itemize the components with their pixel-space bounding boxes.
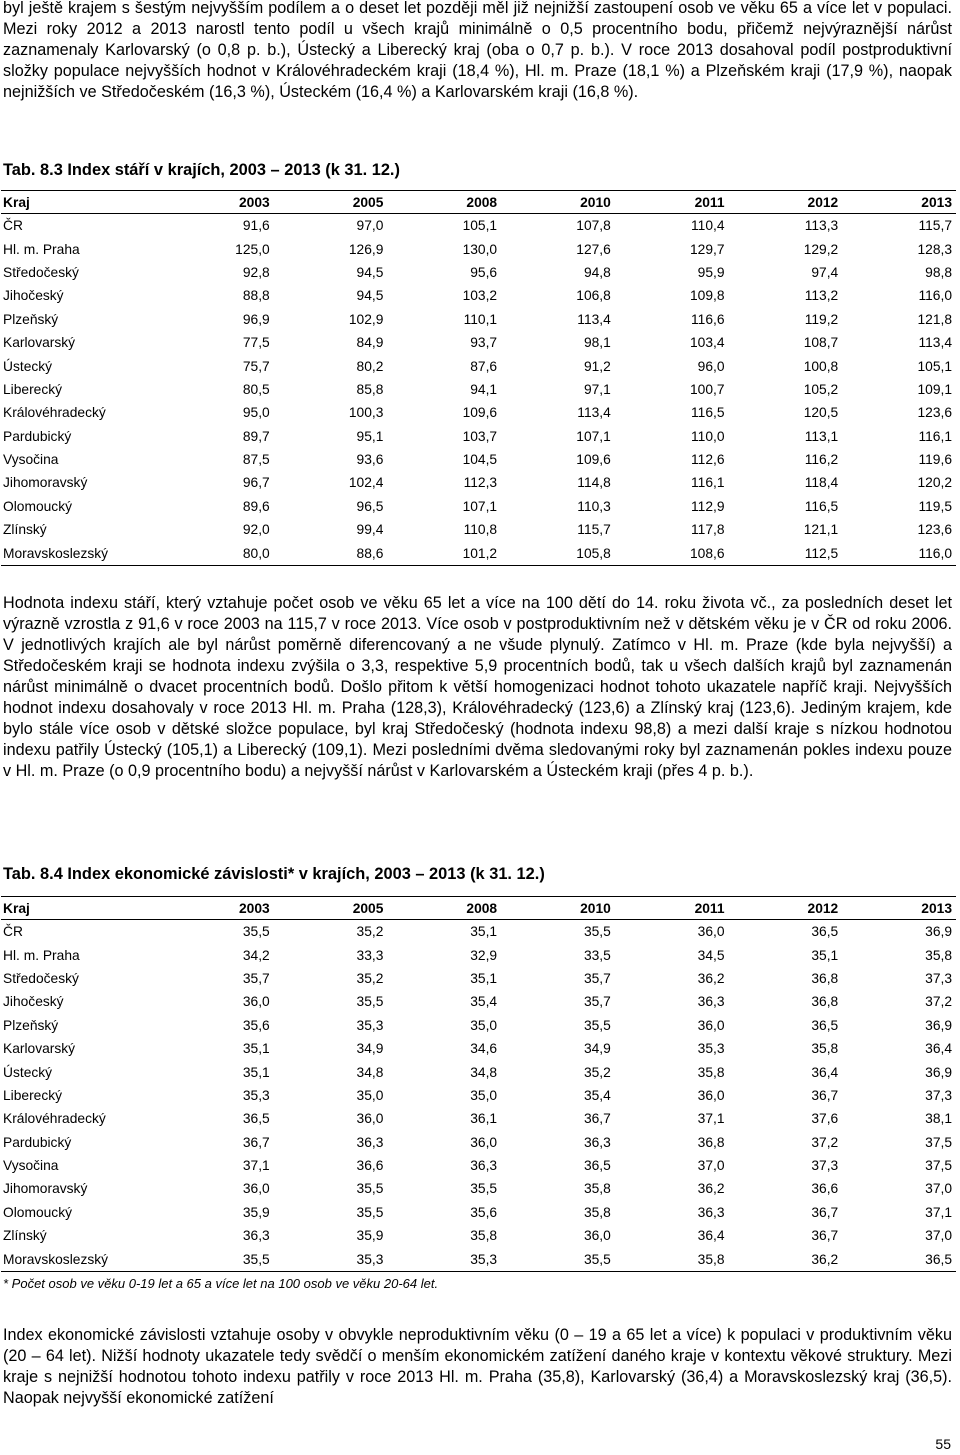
table-cell: 36,3 [583,1134,611,1150]
row-label: Liberecký [3,381,63,397]
table-cell: 36,0 [697,1017,725,1033]
table-cell: 105,8 [501,541,615,565]
table-cell: 36,2 [697,970,725,986]
table-cell: 113,1 [804,428,839,444]
table-cell: 35,5 [583,1017,611,1033]
table-cell: 87,5 [242,452,270,468]
table-cell: 36,5 [242,1111,270,1127]
row-label: Pardubický [3,1134,72,1150]
table-cell: 80,0 [160,541,274,565]
table-cell: 103,4 [689,335,725,351]
table-cell: 129,2 [803,241,839,257]
table-cell: 115,7 [577,522,611,538]
table-row [1,237,956,260]
table-cell: 35,7 [583,994,611,1010]
table-row [1,1131,956,1154]
table-cell: 117,8 [691,522,725,538]
table-cell: 109,8 [689,288,725,304]
table-cell: 37,2 [925,994,952,1010]
table-cell: 35,4 [583,1087,611,1103]
table-row [1,990,956,1013]
table-cell: 108,7 [803,335,839,351]
table-cell: 123,6 [917,522,952,538]
row-label: Královéhradecký [3,405,106,421]
table-cell: 116,1 [918,428,952,444]
table-cell: 35,5 [583,924,611,940]
table-cell: 37,0 [925,1181,952,1197]
table-cell: 34,6 [470,1041,498,1057]
table-cell: 130,0 [462,241,498,257]
table-cell: 36,5 [811,1017,839,1033]
table-cell: 37,2 [811,1134,839,1150]
table-cell: 93,7 [470,335,498,351]
table-row [1,495,956,518]
table-cell: 113,4 [577,311,611,327]
table-cell: 35,1 [242,1064,270,1080]
table-cell: 88,6 [274,541,388,565]
table-cell: 35,0 [356,1087,384,1103]
table-cell: 105,1 [917,358,952,374]
table-cell: 36,0 [697,924,725,940]
table-cell: 36,3 [242,1228,270,1244]
table-cell: 109,6 [462,405,498,421]
table-cell: 97,0 [356,218,384,234]
table-cell: 110,4 [691,218,725,234]
table-cell: 84,9 [356,335,384,351]
table-cell: 36,1 [470,1111,498,1127]
table-cell: 36,0 [356,1111,384,1127]
table-cell: 35,2 [356,970,384,986]
table-cell: 96,7 [242,475,270,491]
table-row [1,401,956,424]
table-cell: 35,8 [615,1247,729,1271]
table-cell: 36,6 [811,1181,839,1197]
table-8-4-footnote: * Počet osob ve věku 0-19 let a 65 a více let na 100 osob ve věku 20-64 let. [3,1276,439,1291]
table-row [1,541,956,565]
row-label: Zlínský [3,1228,47,1244]
table-cell: 116,6 [691,311,725,327]
table-cell: 37,3 [925,1087,952,1103]
table-cell: 34,5 [697,947,725,963]
row-label: Ústecký [3,358,53,374]
table-row [1,1014,956,1037]
table-row [1,284,956,307]
table-cell: 116,5 [691,405,725,421]
table-cell: 98,8 [925,264,952,280]
row-label: Hl. m. Praha [3,947,80,963]
table-cell: 116,5 [804,498,839,514]
table-cell: 37,5 [925,1158,952,1174]
table-cell: 95,1 [356,428,384,444]
table-cell: 80,5 [242,381,270,397]
table-cell: 36,0 [697,1087,725,1103]
table-cell: 114,8 [577,475,611,491]
row-label: Karlovarský [3,335,76,351]
table-row [1,943,956,966]
table-cell: 104,5 [462,452,498,468]
table-cell: 110,0 [691,428,725,444]
table-header-row [1,897,956,920]
row-label: Jihočeský [3,994,64,1010]
table-8-4-index-ekonomicke-zavislosti [1,896,956,1272]
column-header-year: 2012 [729,191,843,214]
table-cell: 35,0 [470,1017,498,1033]
table-cell: 35,6 [242,1017,270,1033]
table-cell: 36,8 [697,1134,725,1150]
middle-paragraph: Hodnota indexu stáří, který vztahuje počet osob ve věku 65 let a více na 100 dětí do 14. roku života vč., za posledních deset let výrazně vzrostla z 91,6 v roce 2003 na 115,7 v roce 2013. Více osob v postproduktivním než v dětském věku je v ČR od roku 2006. V jednotlivých krajích ale byl nárůst poměrně diferencovaný a ne všude plynulý. Zatímco v Hl. m. Praze (kde byla nejvyšší) a Středočeském kraji se hodnota indexu zvýšila o 3,3, respektive 5,9 procentních bodů, tak u všech dalších krajů byl zaznamenán nárůst minimálně o dvacet procentních bodů. Došlo přitom k větší homogenizaci hodnot tohoto ukazatele napříč kraji. Nejvyšších hodnot indexu dosahovaly v roce 2013 Hl. m. Praha (128,3), Královéhradecký (123,6) a Zlínský kraj (123,6). Jediným krajem, kde bylo stále více osob v dětské složce populace, byl kraj Středočeský (hodnota indexu 98,8) a mezi další kraje s nízkou hodnotou indexu patřily Ústecký (105,1) a Liberecký (109,1). Mezi posledními dvěma sledovanými roky byl zaznamenán pokles indexu pouze v Hl. m. Praze (o 0,9 procentního bodu) a nejvyšší nárůst v Karlovarském a Ústeckém kraji (přes 4 p. b.). [3,594,952,780]
table-8-3-index-stari [1,190,956,566]
table-cell: 94,1 [470,381,498,397]
table-cell: 125,0 [235,241,270,257]
table-cell: 36,9 [925,1017,952,1033]
table-cell: 116,0 [918,288,952,304]
table-cell: 126,9 [348,241,384,257]
column-header-year: 2008 [387,191,501,214]
table-cell: 121,1 [803,522,839,538]
row-label: Plzeňský [3,311,59,327]
table-row [1,1224,956,1247]
table-cell: 35,5 [242,924,270,940]
table-cell: 37,1 [242,1158,270,1174]
table-cell: 109,1 [917,381,952,397]
table-cell: 110,3 [577,498,611,514]
table-cell: 128,3 [917,241,952,257]
table-cell: 37,1 [697,1111,725,1127]
table-cell: 36,3 [697,994,725,1010]
table-cell: 92,8 [242,264,270,280]
table-cell: 120,2 [917,475,952,491]
table-cell: 35,1 [811,947,839,963]
row-label: Ústecký [3,1064,53,1080]
table-cell: 34,8 [356,1064,384,1080]
table-cell: 112,3 [463,475,498,491]
table-cell: 35,8 [583,1204,611,1220]
row-label: Středočeský [3,264,79,280]
table-cell: 105,2 [803,381,839,397]
table-cell: 34,8 [470,1064,498,1080]
table-cell: 36,8 [811,994,839,1010]
table-row [1,471,956,494]
row-label: ČR [3,218,23,234]
table-row [1,425,956,448]
row-label: Olomoucký [3,498,73,514]
table-cell: 116,1 [691,475,725,491]
table-cell: 99,4 [356,522,384,538]
table-cell: 36,7 [242,1134,270,1150]
table-cell: 36,7 [583,1111,611,1127]
table-cell: 35,8 [583,1181,611,1197]
table-cell: 34,2 [242,947,270,963]
table-cell: 87,6 [470,358,498,374]
table-cell: 95,9 [697,264,725,280]
table-cell: 36,2 [729,1247,843,1271]
table-cell: 103,2 [462,288,498,304]
table-cell: 94,5 [356,288,384,304]
table-cell: 35,3 [274,1247,388,1271]
table-cell: 35,8 [925,947,952,963]
table-cell: 36,2 [697,1181,725,1197]
column-header-year: 2005 [274,191,388,214]
table-cell: 100,8 [803,358,839,374]
table-cell: 89,6 [242,498,270,514]
table-cell: 112,9 [691,498,725,514]
table-cell: 36,0 [470,1134,498,1150]
table-cell: 35,5 [160,1247,274,1271]
closing-paragraph: Index ekonomické závislosti vztahuje osoby v obvykle neproduktivním věku (0 – 19 a 65 let a více) k populaci v produktivním věku (20 – 64 let). Nižší hodnoty ukazatele tedy svědčí o menším ekonomickém zatížení daného kraje v kontextu věkové struktury. Mezi kraje s nejnižší hodnotou tohoto indexu patřily v roce 2013 Hl. m. Praha (35,8), Karlovarský (36,4) a Moravskoslezský kraj (36,5). Naopak nejvyšší ekonomické zatížení [3,1326,952,1407]
table-cell: 37,0 [697,1158,725,1174]
table-cell: 36,8 [811,970,839,986]
table-cell: 92,0 [242,522,270,538]
table-row [1,331,956,354]
table-cell: 36,4 [811,1064,839,1080]
table-cell: 119,5 [918,498,952,514]
table-cell: 94,5 [356,264,384,280]
row-label: Pardubický [3,428,72,444]
table-cell: 88,8 [242,288,270,304]
row-label: Zlínský [3,522,47,538]
table-cell: 35,1 [470,970,498,986]
row-label: Vysočina [3,452,59,468]
table-row [1,1201,956,1224]
table-cell: 35,0 [470,1087,498,1103]
table-cell: 33,3 [356,947,384,963]
table-cell: 35,5 [356,1181,384,1197]
table-8-4-caption: Tab. 8.4 Index ekonomické závislosti* v krajích, 2003 – 2013 (k 31. 12.) [3,865,545,883]
table-cell: 95,6 [470,264,498,280]
intro-paragraph: byl ještě krajem s šestým nejvyšším podílem a o deset let později měl již nejnižší zastoupení osob ve věku 65 a více let v populaci. Mezi roky 2012 a 2013 narostl tento podíl u všech krajů minimálně o 0,5 procentního bodu, přičemž nejvýraznější nárůst zaznamenaly Karlovarský (o 0,8 p. b.), Ústecký a Liberecký kraj (oba o 0,7 p. b.). V roce 2013 dosahoval podíl postproduktivní složky populace nejvyšších hodnot v Královéhradeckém kraji (18,4 %), Hl. m. Praze (18,1 %) a Plzeňském kraji (17,9 %), naopak nejnižších ve Středočeském (16,3 %), Ústeckém (16,4 %) a Karlovarském kraji (16,8 %). [3,0,952,101]
column-header-year: 2003 [160,191,274,214]
row-label: Moravskoslezský [1,1247,160,1271]
table-cell: 36,3 [697,1204,725,1220]
page-number: 55 [935,1436,951,1452]
table-cell: 35,8 [811,1041,839,1057]
table-cell: 35,5 [470,1181,498,1197]
table-cell: 36,0 [242,994,270,1010]
table-cell: 102,9 [348,311,384,327]
table-cell: 33,5 [583,947,611,963]
column-header-year: 2013 [842,897,956,920]
table-cell: 35,1 [242,1041,270,1057]
column-header-year: 2005 [274,897,388,920]
table-cell: 123,6 [917,405,952,421]
table-cell: 38,1 [925,1111,952,1127]
table-row [1,1084,956,1107]
table-cell: 35,6 [470,1204,498,1220]
table-cell: 35,9 [356,1228,384,1244]
table-cell: 36,7 [811,1087,839,1103]
table-cell: 116,0 [842,541,956,565]
table-cell: 100,3 [348,405,384,421]
table-cell: 32,9 [470,947,498,963]
table-cell: 113,3 [804,218,839,234]
table-cell: 35,3 [242,1087,270,1103]
table-row [1,920,956,944]
table-row [1,354,956,377]
table-cell: 77,5 [242,335,270,351]
table-row [1,214,956,238]
table-cell: 97,1 [583,381,611,397]
table-cell: 98,1 [583,335,611,351]
table-cell: 36,3 [470,1158,498,1174]
table-cell: 112,6 [691,452,725,468]
column-header-kraj: Kraj [1,191,160,214]
table-cell: 35,2 [356,924,384,940]
table-cell: 36,5 [811,924,839,940]
table-row [1,1177,956,1200]
column-header-year: 2008 [387,897,501,920]
table-cell: 96,5 [356,498,384,514]
table-cell: 35,9 [242,1204,270,1220]
row-label: Jihočeský [3,288,64,304]
table-cell: 96,0 [697,358,725,374]
table-cell: 129,7 [689,241,725,257]
table-row [1,967,956,990]
table-row [1,1154,956,1177]
table-cell: 36,5 [842,1247,956,1271]
table-cell: 36,3 [356,1134,384,1150]
table-cell: 36,9 [925,1064,952,1080]
table-cell: 112,5 [729,541,843,565]
table-cell: 36,6 [356,1158,384,1174]
table-cell: 91,6 [242,218,270,234]
table-header-row [1,191,956,214]
column-header-year: 2012 [729,897,843,920]
table-cell: 37,3 [811,1158,839,1174]
column-header-year: 2003 [160,897,274,920]
row-label: Středočeský [3,970,79,986]
table-row [1,378,956,401]
table-cell: 36,9 [925,924,952,940]
table-cell: 35,4 [470,994,498,1010]
table-cell: 36,0 [583,1228,611,1244]
row-label: Hl. m. Praha [3,241,80,257]
row-label: Olomoucký [3,1204,73,1220]
table-cell: 100,7 [689,381,725,397]
table-cell: 35,7 [242,970,270,986]
row-label: Liberecký [3,1087,63,1103]
table-cell: 35,5 [356,1204,384,1220]
table-row [1,1060,956,1083]
row-label: Plzeňský [3,1017,59,1033]
table-cell: 119,6 [918,452,952,468]
table-cell: 116,2 [804,452,839,468]
column-header-year: 2011 [615,897,729,920]
table-cell: 75,7 [242,358,270,374]
table-row [1,308,956,331]
row-label: Moravskoslezský [1,541,160,565]
table-cell: 35,8 [697,1064,725,1080]
table-cell: 102,4 [348,475,384,491]
column-header-year: 2011 [615,191,729,214]
column-header-year: 2010 [501,191,615,214]
table-cell: 35,3 [356,1017,384,1033]
table-cell: 35,3 [697,1041,725,1057]
table-cell: 93,6 [356,452,384,468]
table-cell: 113,4 [918,335,952,351]
table-cell: 37,6 [811,1111,839,1127]
table-cell: 113,2 [804,288,839,304]
table-cell: 36,7 [811,1228,839,1244]
table-cell: 36,7 [811,1204,839,1220]
table-row [1,1247,956,1271]
table-cell: 35,5 [356,994,384,1010]
table-cell: 105,1 [462,218,498,234]
table-cell: 34,9 [583,1041,611,1057]
table-cell: 35,5 [501,1247,615,1271]
table-cell: 109,6 [576,452,611,468]
table-cell: 101,2 [387,541,501,565]
table-cell: 37,1 [925,1204,952,1220]
table-row [1,1107,956,1130]
table-row [1,448,956,471]
row-label: ČR [3,924,23,940]
table-cell: 91,2 [583,358,611,374]
table-cell: 103,7 [462,428,498,444]
table-row [1,518,956,541]
table-cell: 121,8 [917,311,952,327]
table-cell: 36,4 [697,1228,725,1244]
table-cell: 110,1 [463,311,498,327]
table-cell: 97,4 [811,264,839,280]
table-row [1,1037,956,1060]
table-cell: 36,4 [925,1041,952,1057]
table-cell: 95,0 [242,405,270,421]
table-cell: 107,8 [576,218,611,234]
table-cell: 127,6 [576,241,611,257]
table-cell: 119,2 [804,311,839,327]
table-cell: 118,4 [804,475,839,491]
table-cell: 108,6 [615,541,729,565]
table-cell: 110,8 [463,522,498,538]
table-cell: 89,7 [242,428,270,444]
table-cell: 107,1 [576,428,611,444]
table-cell: 115,7 [918,218,952,234]
table-cell: 34,9 [356,1041,384,1057]
row-label: Královéhradecký [3,1111,106,1127]
table-8-3-caption: Tab. 8.3 Index stáří v krajích, 2003 – 2013 (k 31. 12.) [3,161,400,179]
column-header-kraj: Kraj [1,897,160,920]
table-cell: 35,1 [470,924,498,940]
table-cell: 80,2 [356,358,384,374]
table-cell: 36,5 [583,1158,611,1174]
table-row [1,261,956,284]
row-label: Karlovarský [3,1041,76,1057]
table-cell: 36,0 [242,1181,270,1197]
table-cell: 37,5 [925,1134,952,1150]
table-cell: 120,5 [803,405,839,421]
table-cell: 94,8 [583,264,611,280]
column-header-year: 2013 [842,191,956,214]
table-cell: 35,7 [583,970,611,986]
table-cell: 35,3 [387,1247,501,1271]
row-label: Jihomoravský [3,475,88,491]
row-label: Jihomoravský [3,1181,88,1197]
table-cell: 113,4 [577,405,611,421]
table-cell: 35,8 [470,1228,498,1244]
table-cell: 96,9 [242,311,270,327]
column-header-year: 2010 [501,897,615,920]
table-cell: 106,8 [576,288,611,304]
table-cell: 107,1 [462,498,498,514]
table-cell: 37,0 [925,1228,952,1244]
table-cell: 37,3 [925,970,952,986]
row-label: Vysočina [3,1158,59,1174]
table-cell: 85,8 [356,381,384,397]
table-cell: 35,2 [583,1064,611,1080]
